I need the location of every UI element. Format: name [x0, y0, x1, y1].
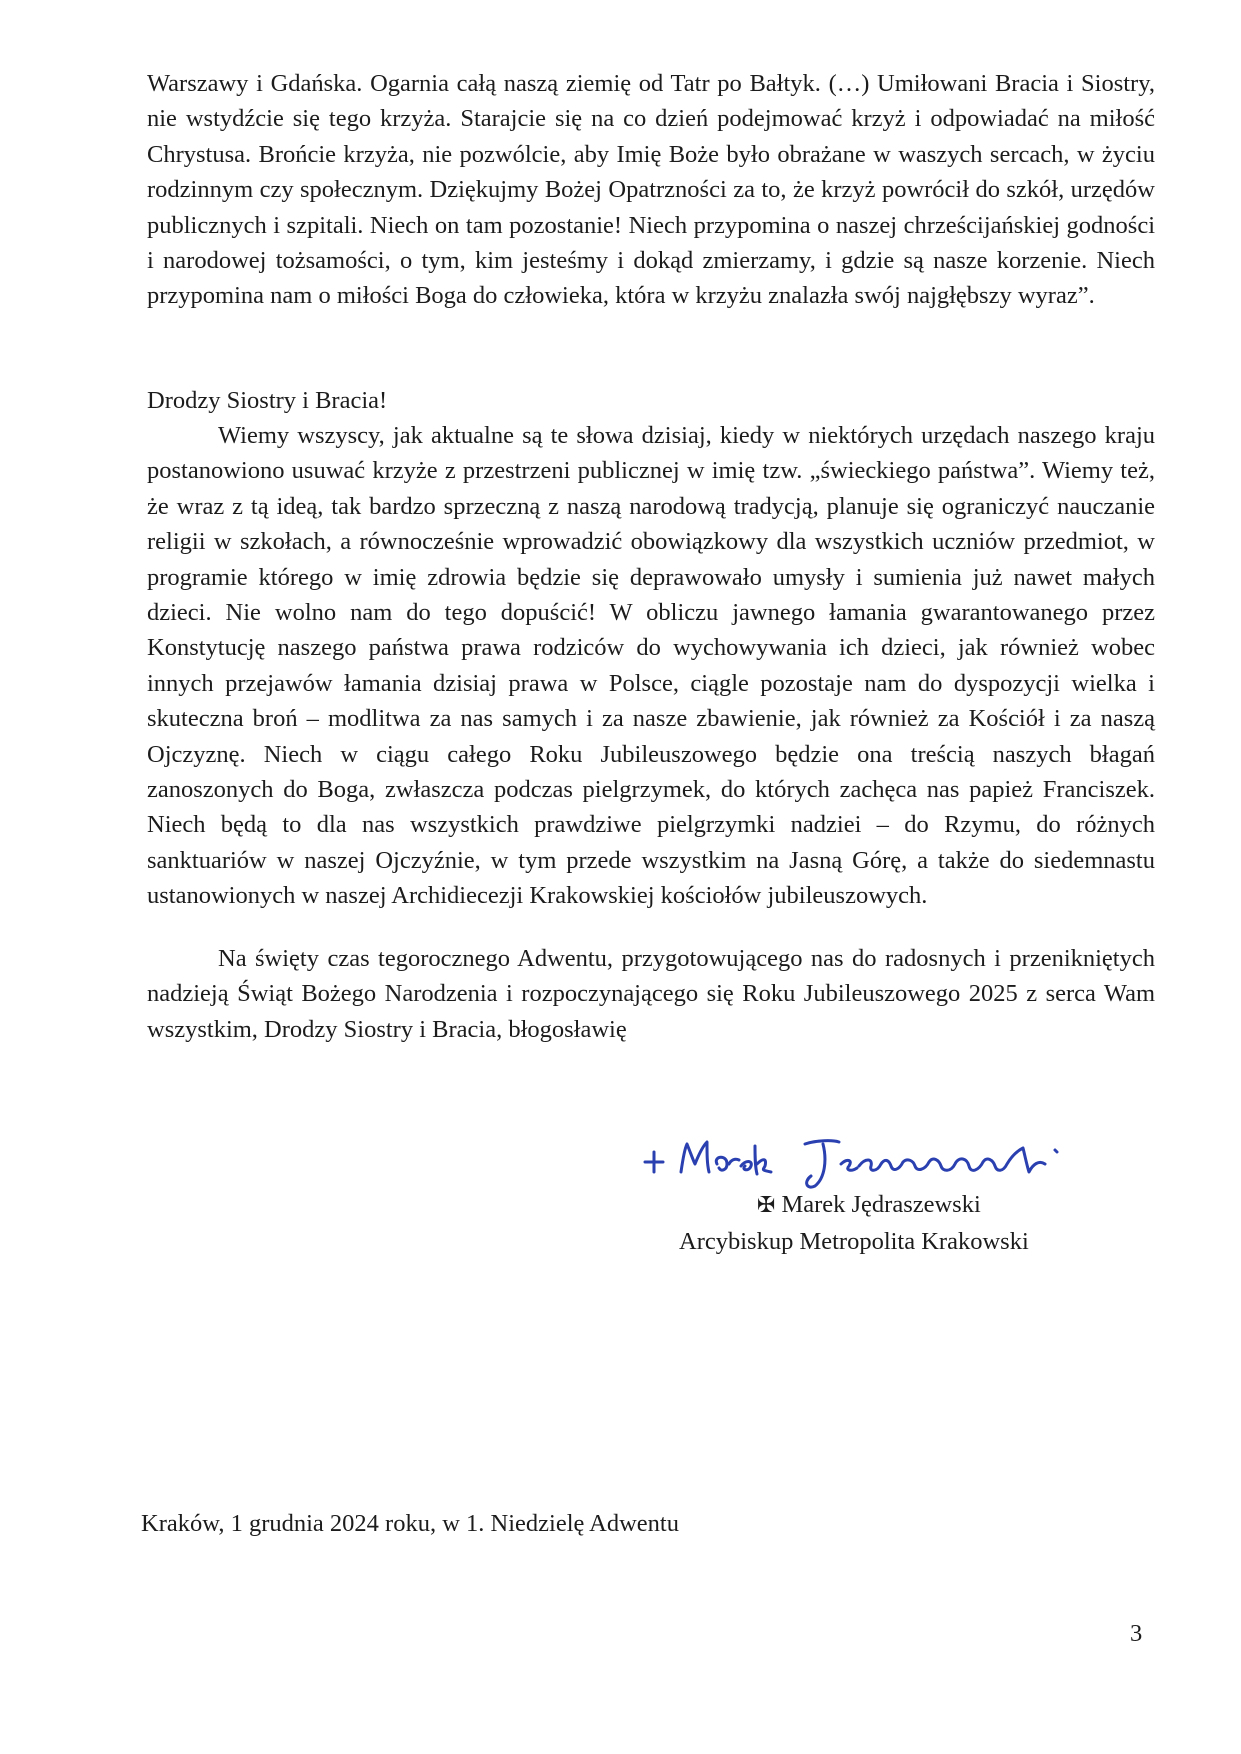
handwritten-signature	[637, 1120, 1117, 1190]
signer-title: Arcybiskup Metropolita Krakowski	[679, 1228, 1029, 1255]
cross-pattee-icon: ✠	[757, 1193, 776, 1218]
page-number: 3	[1130, 1620, 1143, 1647]
body-paragraph-2: Wiemy wszyscy, jak aktualne są te słowa dzisiaj, kiedy w niektórych urzędach naszego kraju postanowiono usuwać krzyże z przestrzeni publicznej w imię tzw. „świeckiego państwa”. Wiemy też, że wraz z tą ideą, tak bardzo sprzeczną z naszą narodową tradycją, planuje się ograniczyć nauczanie religii w szkołach, a równocześnie wprowadzić obowiązkowy dla wszystkich uczniów przedmiot, w programie którego w imię zdrowia będzie się deprawowało umysły i sumienia już nawet małych dzieci. Nie wolno nam do tego dopuścić! W obliczu jawnego łamania gwarantowanego przez Konstytucję naszego państwa prawa rodziców do wychowywania ich dzieci, jak również wobec innych przejawów łamania dzisiaj prawa w Polsce, ciągle pozostaje nam do dyspozycji wielka i skuteczna broń – modlitwa za nas samych i za nasze zbawienie, jak również za Kościół i za naszą Ojczyznę. Niech w ciągu całego Roku Jubileuszowego będzie ona treścią naszych błagań zanoszonych do Boga, zwłaszcza podczas pielgrzymek, do których zachęca nas papież Franciszek. Niech będą to dla nas wszystkich prawdziwe pielgrzymki nadziei – do Rzymu, do różnych sanktuariów w naszej Ojczyźnie, w tym przede wszystkim na Jasną Górę, a także do siedemnastu ustanowionych w naszej Archidiecezji Krakowskiej kościołów jubileuszowych.	[147, 422, 1155, 910]
signer-name: Marek Jędraszewski	[781, 1191, 981, 1218]
body-paragraph-1: Warszawy i Gdańska. Ogarnia całą naszą ziemię od Tatr po Bałtyk. (…) Umiłowani Bracia i Siostry, nie wstydźcie się tego krzyża. Starajcie się na co dzień podejmować krzyż i odpowiadać na miłość Chrystusa. Brońcie krzyża, nie pozwólcie, aby Imię Boże było obrażane w waszych sercach, w życiu rodzinnym czy społecznym. Dziękujmy Bożej Opatrzności za to, że krzyż powrócił do szkół, urzędów publicznych i szpitali. Niech on tam pozostanie! Niech przypomina o naszej chrześcijańskiej godności i narodowej tożsamości, o tym, kim jesteśmy i dokąd zmierzamy, i gdzie są nasze korzenie. Niech przypomina nam o miłości Boga do człowieka, która w krzyżu znalazła swój najgłębszy wyraz”.	[147, 70, 1155, 310]
body-paragraph-3: Na święty czas tegorocznego Adwentu, przygotowującego nas do radosnych i przenikniętych nadzieją Świąt Bożego Narodzenia i rozpoczynającego się Roku Jubileuszowego 2025 z serca Wam wszystkim, Drodzy Siostry i Bracia, błogosławię	[147, 945, 1155, 1043]
greeting: Drodzy Siostry i Bracia!	[147, 387, 388, 414]
date-line: Kraków, 1 grudnia 2024 roku, w 1. Niedzielę Adwentu	[141, 1510, 679, 1537]
signer-name-line	[757, 1187, 981, 1223]
